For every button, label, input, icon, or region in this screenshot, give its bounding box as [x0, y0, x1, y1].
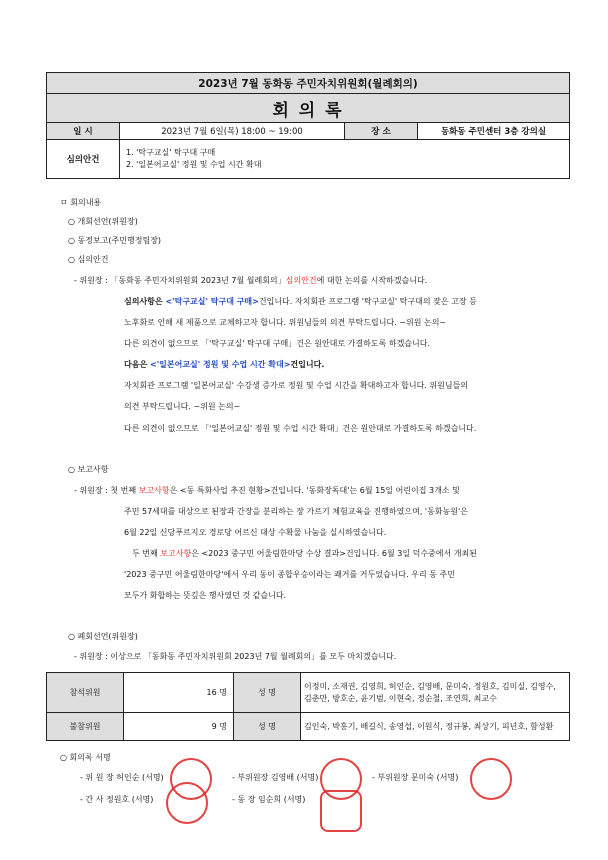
red-seal-stamp — [470, 758, 512, 800]
report-item: ○ 동정보고(주민행정팀장) — [68, 236, 162, 245]
report-text: 모두가 화합하는 뜻깊은 행사였던 것 같습니다. — [124, 591, 287, 600]
date-value: 2023년 7월 6일(목) 18:00 ~ 19:00 — [120, 123, 345, 140]
agenda-one-intro: 심의사항은 <'탁구교실' 탁구대 구매>건입니다. 자치회관 프로그램 '탁구교실' 탁구대의 잦은 고장 등 — [124, 297, 477, 306]
signature-vice-chair: - 부위원장 김영배 (서명) — [232, 773, 319, 782]
agenda-two-text: 자치회관 프로그램 '일본어교실' 수강생 증가로 정원 및 수업 시간을 확대하고자 합니다. 위원님들의 — [124, 381, 469, 390]
header-table — [46, 72, 570, 179]
absent-names: 김인숙, 박홍기, 배길식, 송영섭, 이원식, 정규봉, 최상기, 피년호, 함성환 — [301, 713, 570, 741]
report-text: '2023 중구민 어울림한마당'에서 우리 동이 종합우승이라는 쾌거를 거두었습니다. 우리 동 주민 — [124, 570, 455, 579]
agenda-two-intro: 다음은 <'일본어교실' 정원 및 수업 시간 확대>건입니다. — [124, 360, 325, 369]
report-second: 두 번째 보고사항은 <2023 중구민 어울림한마당 수상 결과>건입니다. 6월 3일 덕수중에서 개최된 — [132, 549, 477, 558]
present-count: 16 명 — [124, 673, 234, 713]
date-label: 일 시 — [47, 123, 120, 140]
agenda-one-result: 다른 의견이 없으므로 「'탁구교실' 탁구대 구매」건은 원안대로 가결하도록 하겠습니다. — [124, 339, 431, 348]
agenda-label: 심의안건 — [47, 140, 120, 179]
report-heading: ○ 보고사항 — [68, 465, 109, 474]
report-text: 6월 22일 신당푸르지오 경로당 어르신 대상 수확물 나눔을 실시하였습니다. — [124, 528, 387, 537]
agenda-two-text: 의견 부탁드립니다. ~위원 논의~ — [124, 402, 241, 411]
signature-heading: ○ 회의록 서명 — [60, 753, 111, 762]
present-label: 참석위원 — [47, 673, 124, 713]
place-label: 장 소 — [345, 123, 418, 140]
section-heading: ㅁ 회의내용 — [60, 198, 102, 207]
opening-item: ○ 개회선언(위원장) — [68, 217, 138, 226]
attendance-table — [46, 672, 570, 741]
closing-heading: ○ 폐회선언(위원장) — [68, 632, 138, 641]
absent-name-label: 성 명 — [234, 713, 301, 741]
report-first: - 위원장 : 첫 번째 보고사항은 <동 특화사업 추진 현황>건입니다. '동화장독대'는 6월 15일 어린이집 3개소 및 — [74, 486, 460, 495]
signature-secretary: - 간 사 정원호 (서명) — [80, 795, 154, 804]
agenda-item: 2. '일본어교실' 정원 및 수업 시간 확대 — [126, 160, 262, 169]
red-seal-stamp — [166, 782, 208, 824]
chair-statement: - 위원장 : 「동화동 주민자치위원회 2023년 7월 월례회의」심의안건에 대한 논의를 시작하겠습니다. — [74, 276, 428, 285]
meeting-title: 2023년 7월 동화동 주민자치위원회(월례회의) — [47, 73, 570, 94]
closing-statement: - 위원장 : 이상으로 「동화동 주민자치위원회 2023년 7월 월례회의」를 모두 마치겠습니다. — [74, 652, 397, 661]
document-subtitle: 회 의 록 — [47, 94, 570, 123]
agenda-list — [120, 140, 570, 179]
red-seal-stamp — [320, 790, 362, 832]
agenda-heading: ○ 심의안건 — [68, 255, 109, 264]
signature-vice-chair: - 부위원장 문미숙 (서명) — [372, 773, 459, 782]
signature-dong-head: - 동 장 임순희 (서명) — [232, 795, 306, 804]
present-name-label: 성 명 — [234, 673, 301, 713]
report-text: 주민 57세대를 대상으로 된장과 간장을 분리하는 장 가르기 체험교육을 진행하였으며, '동화농원'은 — [124, 507, 468, 516]
absent-label: 불참위원 — [47, 713, 124, 741]
agenda-item: 1. '탁구교실' 탁구대 구매 — [126, 148, 216, 157]
absent-count: 9 명 — [124, 713, 234, 741]
signature-chair: - 위 원 장 허인순 (서명) — [80, 773, 164, 782]
place-value: 동화동 주민센터 3층 강의실 — [418, 123, 570, 140]
present-names: 이정미, 소재권, 김영희, 허인순, 김영배, 문미숙, 정원호, 김미실, 김영수, 김춘만, 방호순, 윤기범, 이현숙, 정순철, 조연희, 최교수 — [301, 673, 570, 713]
agenda-one-text: 노후화로 인해 새 제품으로 교체하고자 합니다. 위원님들의 의견 부탁드립니다. ~위원 논의~ — [124, 318, 447, 327]
agenda-two-result: 다른 의견이 없으므로 「'일본어교실' 정원 및 수업 시간 확대」건은 원안대로 가결하도록 하겠습니다. — [124, 424, 477, 433]
